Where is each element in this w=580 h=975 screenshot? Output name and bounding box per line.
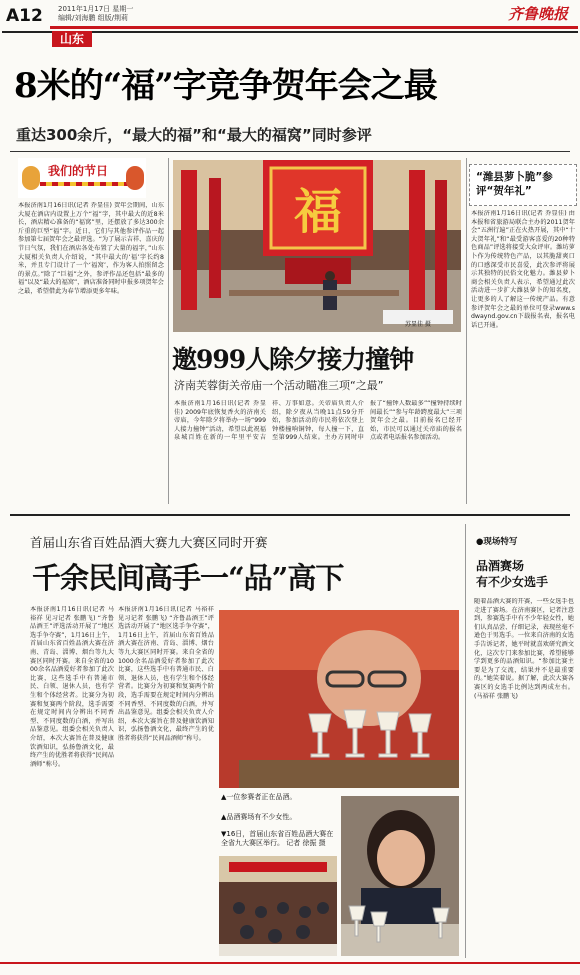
photo-caption-2: ▲品酒赛场有不少女性。	[221, 813, 297, 821]
issue-date: 2011年1月17日 星期一	[58, 5, 134, 13]
female-taster-illustration	[341, 796, 459, 956]
wine-story-text-continued: 本报济南1月16日讯(记者 马裕祥 见习记者 张鹏飞) “齐鲁品酒王”评选活动开展了“地区选手争夺赛”，1月16日上午，首届山东省百姓品酒大赛在济南、青岛、淄博、烟台等九大赛区同时开赛。来自全省的1000余名品酒爱好者参加了此次比赛，这些选手中有普通市民、白领、退休人员，也有学生和个体经营者。比赛分为初赛和复赛两个阶段，选手需要在规定时间内分辨出不同香型、不同度数的白酒，并写出品鉴意见。组委会相关负责人介绍，本次大赛旨在普及健康饮酒知识，弘扬鲁酒文化，最终产生的优胜者将获得“民间品酒师”称号。	[118, 606, 214, 742]
sidebar-text: 随着品酒大赛的开赛，一些女选手也走进了赛场。在济南赛区，记者注意到，参赛选手中有不少年轻女性，她们认真品尝、仔细记录，表现丝毫不逊色于男选手。一位来自济南的女选手告诉记者，她平时就喜欢研究酒文化，这次专门来参加比赛，希望能够学到更多的品酒知识。“参加比赛主要是为了交流，结果并不是最重要的。”她笑着说。据了解，此次大赛各赛区的女选手比例达到两成左右。(马裕祥 张鹏飞)	[474, 598, 574, 700]
cartoon-figure-icon	[22, 166, 40, 190]
masthead	[0, 0, 580, 46]
sidebar-body	[474, 598, 574, 956]
story1-text: 本报济南1月16日讯(记者 乔显佳) 贺年会期间，山东大厦在酒店内设置上万个“福”字，其中最大的近8米长，酒店精心准备的“福窝”里，还摆放了多达300余斤重的巨型“福”字。近日，它们与其他参评作品一起参加第七届贺年会之最评选。“为了展示吉祥、喜庆的节日气氛，我们在酒店各处布置了大量的福字，”山东大厦相关负责人介绍说，“其中最大的‘福’字长约8米，并且专门设计了一个‘福窝’，作为客人拍照留念的景点。”除了“巨福”之外，参评作品还包括“最多的福”以及“最大的福窝”，酒店准备同时申报多项贺年会之最，希望借此为春节增添更多年味。	[18, 202, 164, 295]
hotel-lobby-illustration	[173, 160, 461, 332]
section-label: 山东	[52, 31, 92, 47]
column-divider	[168, 158, 169, 504]
wine-tasting-photo	[219, 610, 459, 788]
story1-body	[18, 202, 164, 502]
photo-credit: 苏显佳 摄	[405, 321, 431, 328]
page-bottom-rule	[0, 962, 580, 964]
festival-label	[18, 158, 146, 198]
wine-story-text: 本报济南1月16日讯(记者 马裕祥 见习记者 张鹏飞) “齐鲁品酒王”评选活动开展了“地区选手争夺赛”，1月16日上午，首届山东省百姓品酒大赛在济南、青岛、淄博、烟台等九大赛区同时开赛。来自全省的1000余名品酒爱好者参加了此次比赛，这些选手中有普通市民、白领、退休人员，也有学生和个体经营者。比赛分为初赛和复赛两个阶段，选手需要在规定时间内分辨出不同香型、不同度数的白酒，并写出品鉴意见。组委会相关负责人介绍，本次大赛旨在普及健康饮酒知识，弘扬鲁酒文化，最终产生的优胜者将获得“民间品酒师”称号。	[30, 606, 114, 768]
bell-story-body	[174, 400, 462, 504]
sidebar-tag-bullet-icon: ●	[476, 537, 484, 547]
female-taster-photo	[341, 796, 459, 956]
bell-story-headline: 邀999人除夕接力撞钟	[172, 345, 414, 374]
wine-story-body-col1	[30, 606, 114, 956]
page-number: A12	[6, 6, 43, 26]
side-story-title: “潍县萝卜脆”参评“贺年礼”	[476, 171, 553, 197]
section-divider	[10, 514, 570, 516]
svg-text:福: 福	[293, 184, 343, 240]
side-story-body	[471, 210, 575, 510]
side-story-text: 本报济南1月16日讯(记者 乔显佳) 由本报和省旅游局联合主办的2011贺年会“五洲行遍”正在火热开展，其中“十大贺年礼”和“最受游客喜爱的20种特色商品”评选将接受大众评审。潍坊萝卜作为传统特色产品，以其脆甜爽口的口感深受市民喜爱，此次参评将展示其独特的民俗文化魅力。潍县萝卜商会相关负责人表示，希望通过此次活动进一步扩大潍县萝卜的知名度，让更多的人了解这一传统产品。有意参评贺年会之最的单位可登录www.sdwaynd.gov.cn下载报名表，报名电话已开通。	[471, 210, 575, 329]
wine-story-body-col2	[118, 606, 214, 956]
date-line	[58, 5, 133, 23]
main-headline: 8米的“福”字竞争贺年会之最	[14, 66, 437, 106]
newspaper-logo: 齐鲁晚报	[507, 5, 568, 23]
wine-tasting-illustration	[219, 610, 459, 788]
sidebar-tag-label: 现场特写	[483, 537, 518, 547]
festival-label-text: 我们的节日	[48, 164, 109, 178]
contest-hall-illustration	[219, 856, 337, 956]
column-divider	[465, 524, 466, 958]
photo-caption-1: ▲一位参赛者正在品酒。	[221, 793, 297, 801]
masthead-red-rule	[50, 26, 578, 29]
sidebar-tag	[476, 535, 517, 547]
wine-story-headline: 千余民间高手一“品”高下	[32, 561, 344, 595]
hotel-lobby-photo	[173, 160, 461, 332]
bell-story-subhead: 济南芙蓉街关帝庙一个活动瞄准三项“之最”	[174, 379, 384, 392]
contest-hall-photo	[219, 856, 337, 956]
sidebar-headline: 品酒赛场 有不少女选手	[476, 559, 549, 589]
main-subhead: 重达300余斤，“最大的福”和“最大的福窝”同时参评	[16, 126, 372, 144]
festival-label-ribbon	[40, 182, 140, 186]
photo-caption-3: ▼16日，首届山东省百姓品酒大赛在全省九大赛区举行。 记者 徐振 摄	[221, 830, 334, 847]
cartoon-figure-icon	[126, 166, 144, 190]
column-divider	[466, 158, 467, 504]
headline-divider	[10, 151, 570, 152]
editor-credits: 编辑/刘海鹏 组版/荆莉	[58, 14, 128, 22]
wine-story-kicker: 首届山东省百姓品酒大赛九大赛区同时开赛	[30, 535, 268, 550]
bell-story-text: 本报济南1月16日讯(记者 乔显佳) 2009年底恢复香火的济南关帝庙，今年除夕将举办一场“999人接力撞钟”活动，希望以此祝福泉城百姓在新的一年里平安吉祥、万事如意。关帝庙负责人介绍，除夕夜从当晚11点59分开始，参加活动的市民将依次登上钟楼撞响铜钟，每人撞一下，直至第999人结束。主办方同时申报了“撞钟人数最多”“撞钟持续时间最长”“参与年龄跨度最大”三项贺年会之最。目前报名已经开始，市民可以通过关帝庙的报名点或者电话报名参加活动。	[174, 400, 462, 442]
